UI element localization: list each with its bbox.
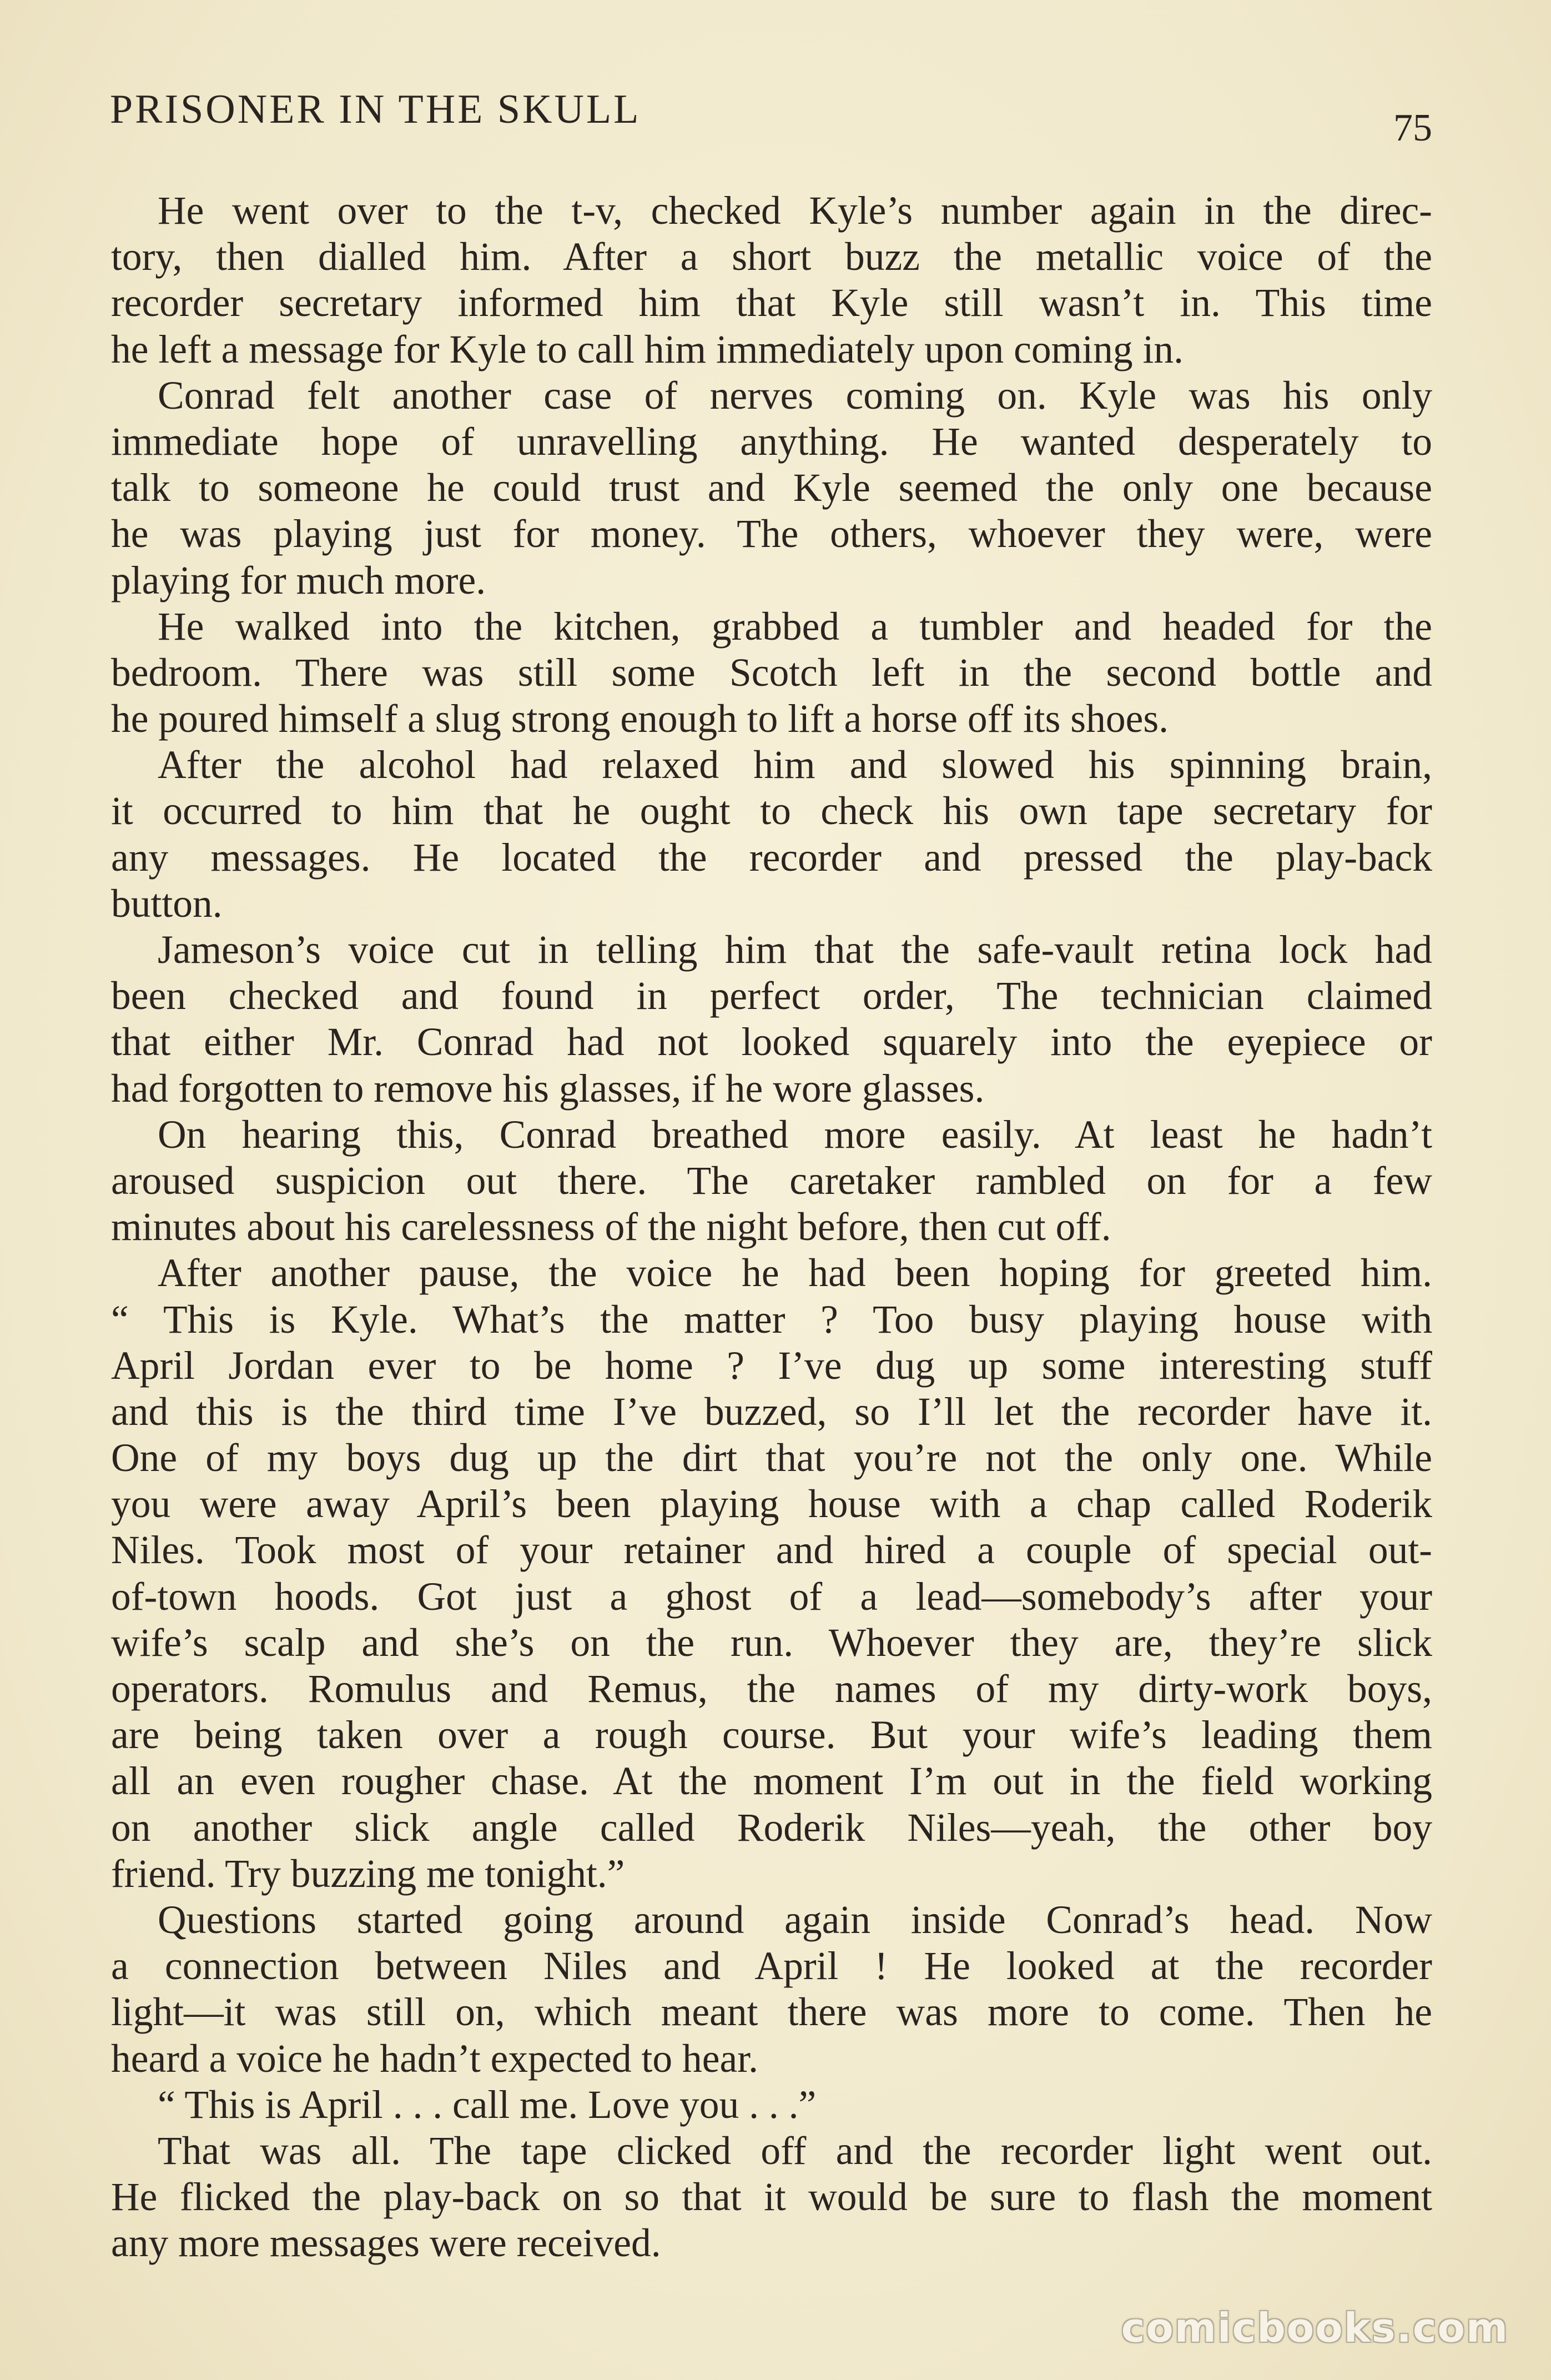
paragraph [111, 2128, 1432, 2267]
text-line: on another slick angle called Roderik Niles—yeah, the other boy [111, 1805, 1432, 1850]
text-line: immediate hope of unravelling anything. He wanted desperately to [111, 419, 1432, 464]
text-line: He flicked the play-back on so that it would be sure to flash the moment [111, 2175, 1432, 2220]
paragraph [111, 604, 1432, 742]
paragraph [111, 1897, 1432, 2082]
text-line: talk to someone he could trust and Kyle seemed the only one because [111, 466, 1432, 510]
text-line: April Jordan ever to be home ? I’ve dug up some interesting stuff [111, 1343, 1432, 1388]
text-line: it occurred to him that he ought to check his own tape secretary for [111, 789, 1432, 833]
text-line: are being taken over a rough course. But your wife’s leading them [111, 1713, 1432, 1758]
paragraph [111, 188, 1432, 373]
paragraph [111, 742, 1432, 927]
text-line: He went over to the t-v, checked Kyle’s number again in the direc- [158, 189, 1432, 233]
text-line: had forgotten to remove his glasses, if he wore glasses. [111, 1066, 985, 1111]
text-line: he poured himself a slug strong enough to lift a horse off its shoes. [111, 697, 1169, 741]
text-line: minutes about his carelessness of the night before, then cut off. [111, 1205, 1111, 1249]
text-line: you were away April’s been playing house with a chap called Roderik [111, 1482, 1432, 1527]
paragraph [111, 373, 1432, 604]
text-line: After the alcohol had relaxed him and slowed his spinning brain, [158, 743, 1432, 787]
text-line: recorder secretary informed him that Kyle still wasn’t in. This time [111, 281, 1432, 325]
text-line: any more messages were received. [111, 2221, 661, 2266]
running-title: PRISONER IN THE SKULL [110, 87, 641, 132]
text-line: wife’s scalp and she’s on the run. Whoever they are, they’re slick [111, 1620, 1432, 1665]
body-text [111, 188, 1432, 2266]
text-line: “ This is April . . . call me. Love you . . .” [158, 2082, 817, 2127]
text-line: On hearing this, Conrad breathed more easily. At least he hadn’t [158, 1112, 1432, 1157]
text-line: he was playing just for money. The others, whoever they were, were [111, 512, 1432, 556]
text-line: been checked and found in perfect order, The technician claimed [111, 974, 1432, 1018]
text-line: He walked into the kitchen, grabbed a tumbler and headed for the [158, 604, 1432, 649]
text-line: aroused suspicion out there. The caretaker rambled on for a few [111, 1158, 1432, 1203]
text-line: tory, then dialled him. After a short buzz the metallic voice of the [111, 235, 1432, 279]
paragraph [111, 927, 1432, 1112]
watermark-logo: comicbooks.com [1121, 2304, 1509, 2351]
text-line: that either Mr. Conrad had not looked squarely into the eyepiece or [111, 1020, 1432, 1065]
text-line: and this is the third time I’ve buzzed, so I’ll let the recorder have it. [111, 1389, 1432, 1434]
text-line: of-town hoods. Got just a ghost of a lead—somebody’s after your [111, 1574, 1432, 1619]
text-line: “ This is Kyle. What’s the matter ? Too busy playing house with [111, 1297, 1432, 1342]
paragraph [111, 2082, 1432, 2128]
text-line: That was all. The tape clicked off and the recorder light went out. [158, 2128, 1432, 2173]
text-line: light—it was still on, which meant there was more to come. Then he [111, 1990, 1432, 2035]
text-line: Conrad felt another case of nerves coming on. Kyle was his only [158, 373, 1432, 418]
text-line: bedroom. There was still some Scotch left in the second bottle and [111, 650, 1432, 695]
text-line: Niles. Took most of your retainer and hired a couple of special out- [111, 1528, 1432, 1573]
text-line: button. [111, 881, 223, 926]
text-line: operators. Romulus and Remus, the names of my dirty-work boys, [111, 1667, 1432, 1711]
paragraph [111, 1250, 1432, 1897]
text-line: Questions started going around again inside Conrad’s head. Now [158, 1897, 1432, 1942]
text-line: playing for much more. [111, 558, 486, 602]
page-number: 75 [1393, 107, 1432, 149]
text-line: friend. Try buzzing me tonight.” [111, 1851, 625, 1896]
text-line: he left a message for Kyle to call him immediately upon coming in. [111, 327, 1184, 371]
text-line: a connection between Niles and April ! He looked at the recorder [111, 1944, 1432, 1989]
text-line: One of my boys dug up the dirt that you’re not the only one. While [111, 1436, 1432, 1480]
text-line: heard a voice he hadn’t expected to hear. [111, 2036, 758, 2081]
text-line: Jameson’s voice cut in telling him that the safe-vault retina lock had [158, 928, 1432, 972]
text-line: After another pause, the voice he had been hoping for greeted him. [158, 1251, 1432, 1296]
text-line: all an even rougher chase. At the moment I’m out in the field working [111, 1759, 1432, 1804]
paragraph [111, 1112, 1432, 1251]
text-line: any messages. He located the recorder and pressed the play-back [111, 835, 1432, 880]
